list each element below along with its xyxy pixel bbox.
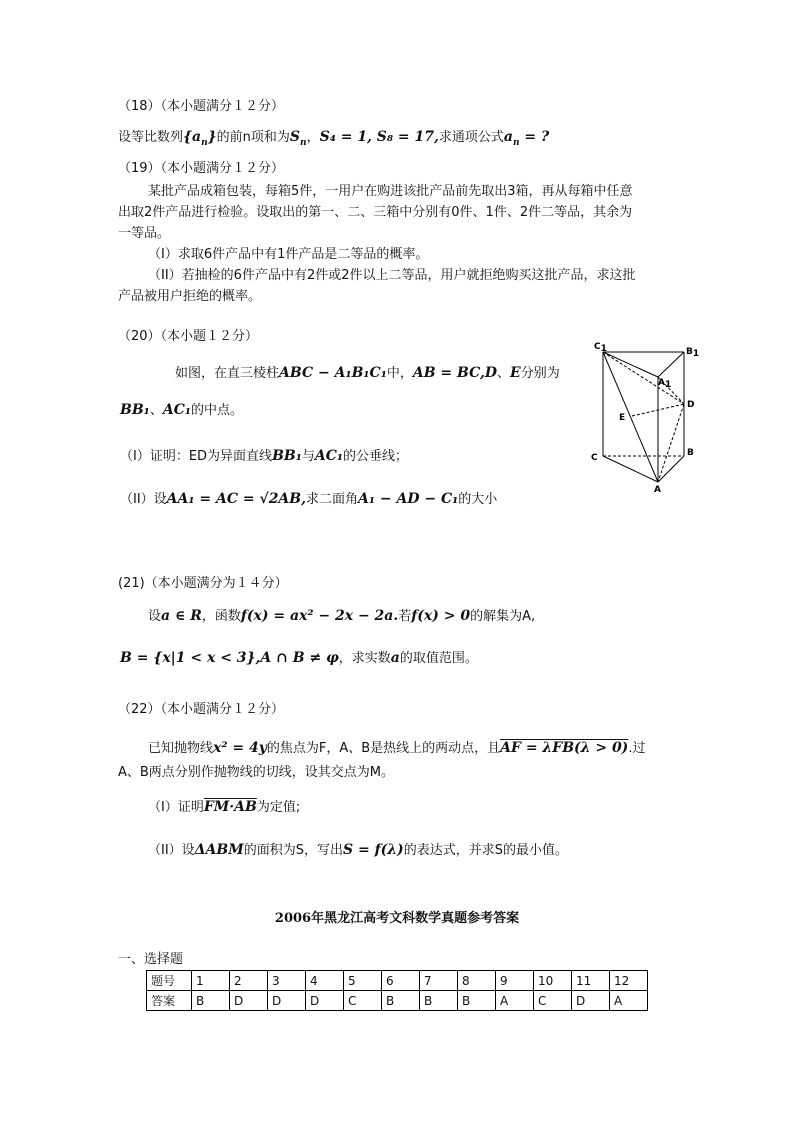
prism-figure (586, 334, 706, 494)
label-c: C (591, 453, 598, 463)
edge-b-a (658, 456, 684, 482)
hidden-c1-d (603, 352, 684, 404)
table-cell: 7 (420, 971, 458, 991)
table-row-numbers (147, 971, 648, 991)
answers-title: 2006年黑龙江高考文科数学真题参考答案 (274, 911, 520, 926)
label-c1: C1 (594, 342, 607, 354)
label-b: B (687, 448, 694, 458)
table-cell: D (306, 991, 344, 1011)
table-cell: D (268, 991, 306, 1011)
table-cell: 6 (382, 971, 420, 991)
q19-para-3: 一等品。 (118, 226, 171, 241)
q20-heading: （20）（本小题１２分） (118, 329, 259, 344)
table-cell: B (192, 991, 230, 1011)
table-cell: A (610, 991, 648, 1011)
table-cell: C (534, 991, 572, 1011)
edge-c1-a1 (603, 352, 658, 377)
label-e: E (619, 413, 626, 423)
table-cell: B (420, 991, 458, 1011)
q22-heading: （22）（本小题满分１２分） (118, 702, 285, 717)
q19-para-1: 某批产品成箱包装，每箱5件，一用户在购进该批产品前先取出3箱，再从每箱中任意 (148, 184, 633, 199)
table-cell: B (458, 991, 496, 1011)
table-cell: 5 (344, 971, 382, 991)
q19-heading: （19）（本小题满分１２分） (118, 161, 285, 176)
table-row-answers (147, 991, 648, 1011)
sequence-an: $\{a_n\}$ (183, 129, 217, 148)
table-cell: 11 (572, 971, 610, 991)
q21-line-2: B = {x|1 < x < 3},A ∩ B ≠ φ，求实数a的取值范围。 (120, 650, 478, 666)
section-choice: 一、选择题 (118, 952, 184, 967)
label-a: A (654, 485, 661, 494)
q19-item-1: （I）求取6件产品中有1件产品是二等品的概率。 (148, 247, 429, 262)
table-cell: 2 (230, 971, 268, 991)
label-a1: A1 (658, 378, 672, 390)
table-header-label: 答案 (147, 991, 192, 1011)
label-b1: B1 (686, 347, 700, 359)
table-cell: 3 (268, 971, 306, 991)
edge-b1-a1 (658, 352, 684, 377)
table-header-label: 题号 (147, 971, 192, 991)
hidden-d-a (658, 404, 684, 482)
q20-line-2: BB₁、AC₁的中点。 (120, 402, 243, 418)
q22-part-2: （II）设ΔABM的面积为S，写出S = f(λ)的表达式，并求S的最小值。 (148, 842, 568, 858)
q21-heading: (21)（本小题满分为１４分） (118, 576, 288, 591)
table-cell: D (572, 991, 610, 1011)
table-cell: A (496, 991, 534, 1011)
q18-text: 设等比数列$\{a_n\}$的前n项和为$S_n$，S₄ = 1, S₈ = 17,求通项公式$a_n$ = ? (118, 129, 550, 148)
q19-item-2b: 产品被用户拒绝的概率。 (118, 289, 262, 304)
q20-line-1: 如图，在直三棱柱ABC − A₁B₁C₁中，AB = BC,D、E分别为 (175, 365, 560, 381)
segment-c1-a (603, 352, 658, 482)
q18-conditions: S₄ = 1, S₈ = 17, (319, 129, 439, 145)
table-cell: 8 (458, 971, 496, 991)
answer-table (146, 970, 648, 1011)
q19-para-2: 出取2件产品进行检验。设取出的第一、二、三箱中分别有0件、1件、2件二等品，其余为 (118, 205, 633, 220)
q22-line-1: 已知抛物线x² = 4y的焦点为F，A、B是热线上的两动点，且AF = λFB(λ > 0).过 (148, 740, 646, 756)
q21-line-1: 设a ∈ R，函数f(x) = ax² − 2x − 2a.若f(x) > 0的解集为A, (148, 608, 536, 624)
q20-part-1: （I）证明：ED为异面直线BB₁与AC₁的公垂线； (120, 448, 409, 464)
q20-part-2: （II）设AA₁ = AC = √2AB,求二面角A₁ − AD − C₁的大小 (120, 491, 498, 507)
table-cell: 1 (192, 971, 230, 991)
q22-line-2: A、B两点分别作抛物线的切线，设其交点为M。 (118, 765, 395, 780)
table-cell: 4 (306, 971, 344, 991)
table-cell: C (344, 991, 382, 1011)
q22-part-1: （I）证明FM·AB为定值; (148, 799, 301, 815)
table-cell: 9 (496, 971, 534, 991)
label-d: D (687, 400, 695, 410)
q19-item-2a: （II）若抽检的6件产品中有2件或2件以上二等品，用户就拒绝购买这批产品，求这批 (148, 268, 636, 283)
q18-heading: （18）（本小题满分１２分） (118, 99, 285, 114)
table-cell: 10 (534, 971, 572, 991)
table-cell: 12 (610, 971, 648, 991)
edge-c-a (603, 456, 658, 482)
table-cell: B (382, 991, 420, 1011)
table-cell: D (230, 991, 268, 1011)
